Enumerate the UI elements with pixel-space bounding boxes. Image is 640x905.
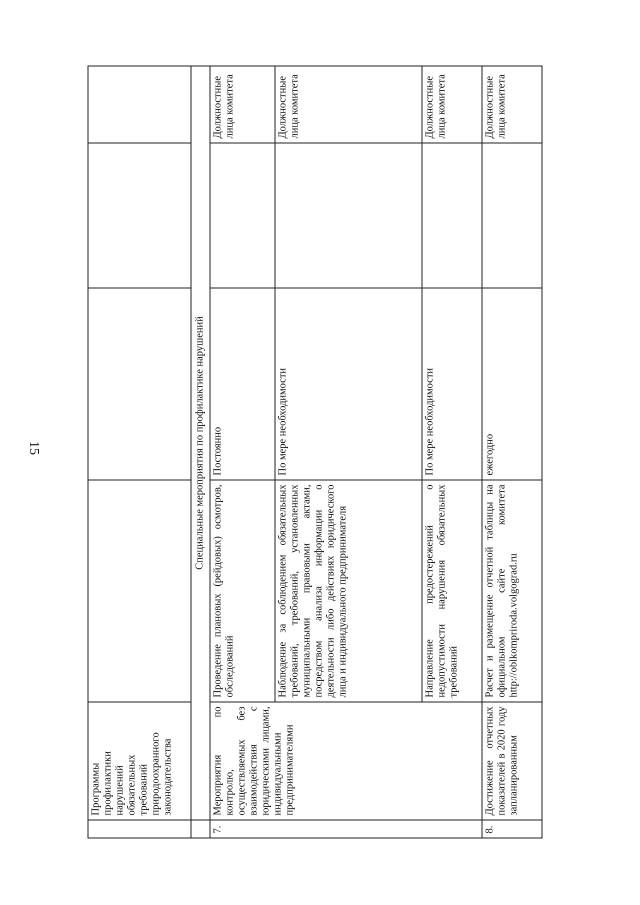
cell-term	[88, 288, 191, 480]
cell-event: Программы профилактики нарушений обязательных требований природоохранного законодательства	[88, 702, 191, 820]
table-row	[210, 66, 275, 838]
cell-desc: Направление предостережений о недопустимости нарушения обязательных требований	[422, 480, 482, 702]
cell-num	[88, 820, 191, 838]
cell-desc	[88, 480, 191, 702]
cell-blank	[482, 143, 542, 288]
cell-desc: Проведение плановых (рейдовых) осмотров, обследований	[210, 480, 275, 702]
cell-responsible: Должностные лица комитета	[210, 66, 275, 143]
section-left-blank	[191, 820, 211, 838]
cell-responsible: Должностные лица комитета	[482, 66, 542, 143]
cell-num: 8.	[482, 820, 542, 838]
prevention-table	[88, 66, 543, 839]
cell-event: Достижение отчетных показателей в 2020 году запланированным	[482, 702, 542, 820]
cell-desc: Расчет и размещение отчетной таблицы на официальном сайте комитета http://oblkompriroda.volgograd.ru	[482, 480, 542, 702]
cell-num: 7.	[210, 820, 482, 838]
cell-blank	[210, 143, 275, 288]
table-row	[482, 66, 542, 838]
cell-blank	[275, 143, 422, 288]
cell-responsible	[88, 66, 191, 143]
cell-term: По мере необходимости	[422, 288, 482, 480]
table-row	[88, 66, 191, 838]
page-number: 15	[26, 441, 41, 455]
section-title: Специальные мероприятия по профилактике нарушений	[191, 66, 211, 820]
cell-blank	[422, 143, 482, 288]
cell-responsible: Должностные лица комитета	[422, 66, 482, 143]
cell-desc: Наблюдение за соблюдением обязательных требований, требований, установленных муниципальными правовыми актами, посредством анализа информации о деятельности либо действиях юридического лица и индивидуального предпринимателя	[275, 480, 422, 702]
cell-term: Постоянно	[210, 288, 275, 480]
rotated-table-area	[88, 67, 543, 839]
cell-blank	[88, 143, 191, 288]
section-row	[191, 66, 211, 838]
cell-responsible: Должностные лица комитета	[275, 66, 422, 143]
cell-term: По мере необходимости	[275, 288, 422, 480]
cell-term: ежегодно	[482, 288, 542, 480]
cell-event: Мероприятия по контролю, осуществляемых без взаимодействия с юридическими лицами, индивидуальными предпринимателями	[210, 702, 482, 820]
